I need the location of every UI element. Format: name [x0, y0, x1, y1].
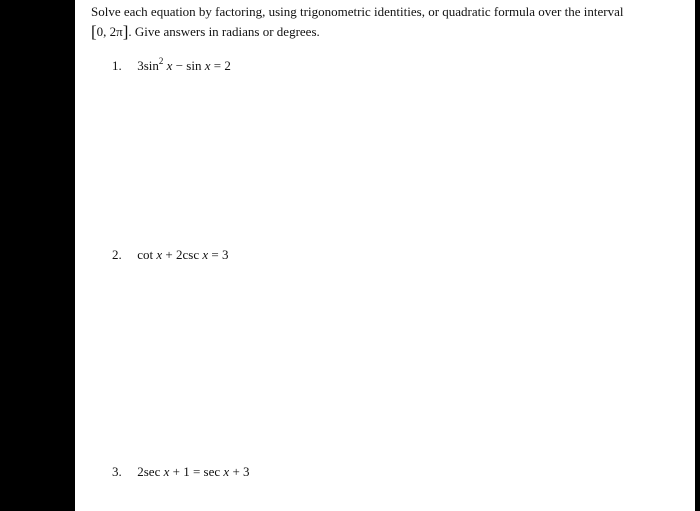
eq-term: 2sec — [137, 464, 164, 479]
worksheet-page — [75, 0, 695, 511]
problem-1 — [112, 57, 231, 75]
eq-term: = 2 — [210, 58, 231, 73]
interval-open-bracket: [ — [91, 22, 97, 41]
eq-term: − sin — [172, 58, 205, 73]
problem-equation — [137, 247, 228, 262]
problem-number: 3. — [112, 464, 122, 479]
eq-variable: x — [204, 58, 211, 73]
problem-number: 1. — [112, 58, 122, 73]
problem-3 — [112, 463, 250, 481]
eq-variable: x — [166, 58, 173, 73]
instructions — [91, 2, 651, 42]
eq-term: + 3 — [229, 464, 250, 479]
problem-number: 2. — [112, 247, 122, 262]
eq-variable: x — [223, 464, 230, 479]
eq-variable: x — [202, 247, 209, 262]
instructions-text-end: . Give answers in radians or degrees. — [128, 24, 320, 39]
problem-equation — [137, 58, 231, 73]
interval-notation — [91, 24, 128, 39]
eq-term: = 3 — [208, 247, 229, 262]
eq-variable: x — [163, 464, 170, 479]
interval-body: 0, 2π — [96, 24, 123, 39]
problem-2 — [112, 246, 228, 264]
eq-term: + 2csc — [162, 247, 203, 262]
eq-variable: x — [156, 247, 163, 262]
eq-term: cot — [137, 247, 157, 262]
eq-term: + 1 = sec — [169, 464, 224, 479]
problem-equation — [137, 464, 249, 479]
interval-close-bracket: ] — [122, 22, 129, 41]
eq-exponent: 2 — [158, 56, 164, 66]
eq-term: 3sin — [137, 58, 159, 73]
instructions-text: Solve each equation by factoring, using trigonometric identities, or quadratic formula over the interval — [91, 4, 624, 19]
